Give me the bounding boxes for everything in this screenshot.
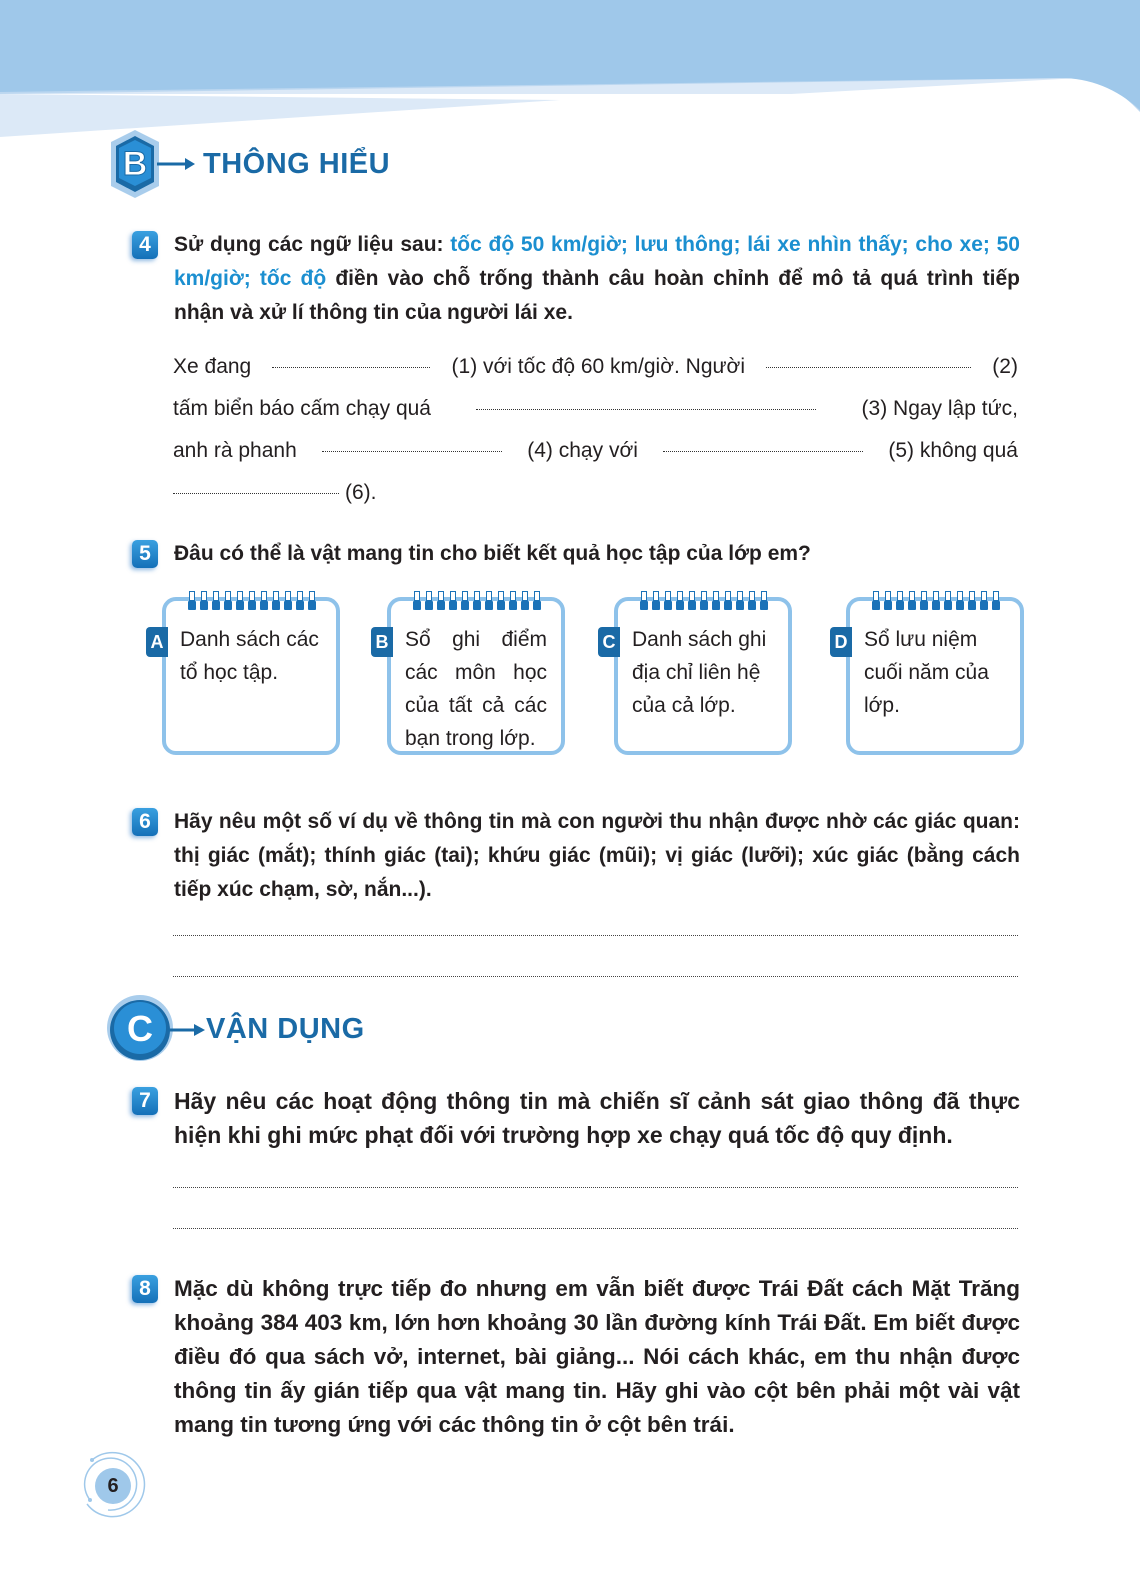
question-7-text: Hãy nêu các hoạt động thông tin mà chiến sĩ cảnh sát giao thông đã thực hiện khi ghi mức phạt đối với trường hợp xe chạy quá tốc độ quy định. <box>174 1088 1020 1148</box>
blank-2[interactable] <box>766 367 971 368</box>
section-c-title: VẬN DỤNG <box>206 1012 365 1045</box>
blank-3[interactable] <box>476 409 816 410</box>
question-4-suffix: điền vào chỗ trống thành câu hoàn chỉnh để mô tả quá trình tiếp nhận và xử lí thông tin của người lái xe. <box>174 267 1020 324</box>
option-card-d[interactable] <box>834 597 1024 755</box>
section-c-heading <box>106 994 365 1064</box>
question-number-badge: 6 <box>132 808 158 836</box>
question-5 <box>132 537 1020 571</box>
question-4-fill-in <box>173 346 1018 514</box>
question-number-badge: 5 <box>132 540 158 568</box>
section-b-title: THÔNG HIỂU <box>203 147 391 180</box>
option-letter: B <box>371 627 393 657</box>
section-b-heading <box>107 128 390 200</box>
question-number-badge: 7 <box>132 1087 158 1115</box>
spiral-binding-icon <box>413 591 541 611</box>
question-8 <box>132 1272 1020 1442</box>
option-text: Sổ ghi điểm các môn học của tất cả các bạn trong lớp. <box>405 628 547 750</box>
option-card-c[interactable] <box>602 597 792 755</box>
blank-6[interactable] <box>173 493 339 494</box>
page-number-text: 6 <box>107 1475 119 1497</box>
question-7 <box>132 1084 1020 1152</box>
blank-5[interactable] <box>663 451 863 452</box>
answer-line[interactable] <box>173 1187 1018 1188</box>
fill-text: (2) <box>992 355 1018 378</box>
option-letter: D <box>830 627 852 657</box>
question-5-text: Đâu có thể là vật mang tin cho biết kết quả học tập của lớp em? <box>174 542 811 565</box>
option-card-b[interactable] <box>375 597 565 755</box>
svg-text:B: B <box>122 145 148 183</box>
question-4-prefix: Sử dụng các ngữ liệu sau: <box>174 233 451 256</box>
question-6 <box>132 805 1020 907</box>
answer-line[interactable] <box>173 935 1018 936</box>
hexagon-badge-icon <box>107 128 197 200</box>
fill-text: tấm biển báo cấm chạy quá <box>173 397 431 420</box>
fill-text: (5) không quá <box>888 439 1018 462</box>
fill-text: Xe đang <box>173 355 252 378</box>
blank-4[interactable] <box>322 451 502 452</box>
option-card-a[interactable] <box>150 597 340 755</box>
svg-text:C: C <box>127 1008 153 1049</box>
header-curve <box>0 0 1140 140</box>
question-4 <box>132 228 1020 330</box>
option-text: Danh sách ghi địa chỉ liên hệ của cả lớp. <box>632 628 767 717</box>
page-number <box>78 1450 148 1520</box>
option-text: Danh sách các tổ học tập. <box>180 628 319 684</box>
fill-text: (3) Ngay lập tức, <box>861 397 1018 420</box>
question-4-text <box>174 228 1020 330</box>
question-number-badge: 8 <box>132 1275 158 1303</box>
spiral-binding-icon <box>640 591 768 611</box>
answer-line[interactable] <box>173 976 1018 977</box>
question-number-badge: 4 <box>132 231 158 259</box>
fill-text: (1) với tốc độ 60 km/giờ. Người <box>451 355 745 378</box>
option-text: Sổ lưu niệm cuối năm của lớp. <box>864 628 989 717</box>
question-6-text: Hãy nêu một số ví dụ về thông tin mà con người thu nhận được nhờ các giác quan: thị giác (mắt); thính giác (tai); khứu giác (mũi); vị giác (lưỡi); xúc giác (bằng cách tiếp xúc chạm, sờ, nắn...). <box>174 810 1020 901</box>
option-letter: A <box>146 627 168 657</box>
option-letter: C <box>598 627 620 657</box>
circle-badge-icon <box>106 994 206 1064</box>
answer-line[interactable] <box>173 1228 1018 1229</box>
question-4-keywords: tốc độ 50 km/giờ; lưu thông; lái xe nhìn thấy; cho xe; 50 km/giờ; tốc độ <box>174 233 1020 290</box>
fill-text: (6). <box>345 481 377 504</box>
blank-1[interactable] <box>272 367 430 368</box>
fill-text: (4) chạy với <box>527 439 638 462</box>
question-8-text: Mặc dù không trực tiếp đo nhưng em vẫn biết được Trái Đất cách Mặt Trăng khoảng 384 403 km, lớn hơn khoảng 30 lần đường kính Trái Đất. Em biết được điều đó qua sách vở, internet, bài giảng... Nói cách khác, em thu nhận được thông tin ấy gián tiếp qua vật mang tin. Hãy ghi vào cột bên phải một vài vật mang tin tương ứng với các thông tin ở cột bên trái. <box>174 1276 1020 1437</box>
spiral-binding-icon <box>188 591 316 611</box>
fill-text: anh rà phanh <box>173 439 297 462</box>
spiral-binding-icon <box>872 591 1000 611</box>
